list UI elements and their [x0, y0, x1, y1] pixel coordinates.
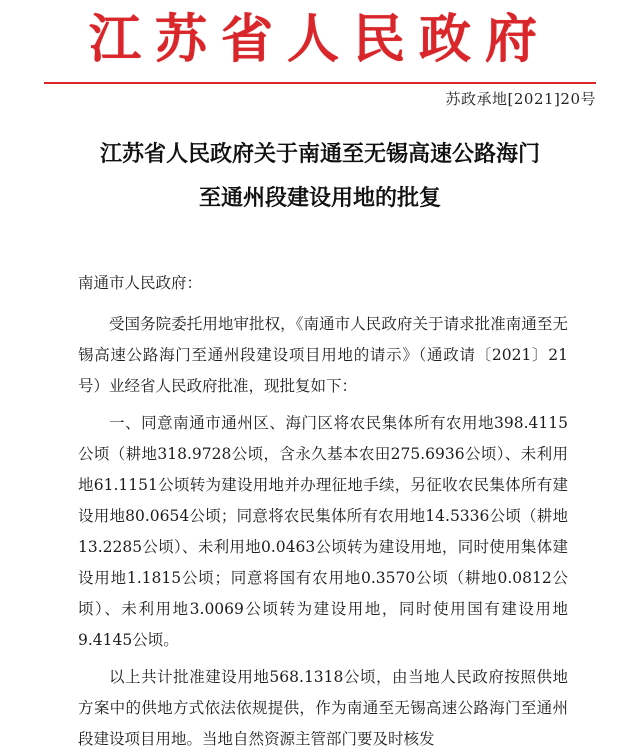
title-line-2: 至通州段建设用地的批复 [198, 185, 441, 211]
document-title [40, 132, 600, 220]
paragraph-1: 受国务院委托用地审批权，《南通市人民政府关于请求批准南通至无锡高速公路海门至通州段建设项目用地的请示》（通政请〔2021〕21号）业经省人民政府批准，现批复如下： [78, 315, 568, 395]
paragraph-3: 以上共计批准建设用地568.1318公顷，由当地人民政府按照供地方案中的供地方式依法依规提供，作为南通至无锡高速公路海门至通州段建设项目用地。当地自然资源主管部门要及时核发 [78, 668, 568, 748]
masthead: 江苏省人民政府 [88, 9, 551, 70]
paragraph-2: 一、同意南通市通州区、海门区将农民集体所有农用地398.4115公顷（耕地318.9728公顷，含永久基本农田275.6936公顷）、未利用地61.1151公顷转为建设用地并办理征地手续，另征收农民集体所有建设用地80.0654公顷；同意将农民集体所有农用地14.5336公顷（耕地13.2285公顷）、未利用地0.0463公顷转为建设用地，同时使用集体建设用地1.1815公顷；同意将国有农用地0.3570公顷（耕地0.0812公顷）、未利用地3.0069公顷转为建设用地，同时使用国有建设用地9.4145公顷。 [78, 414, 568, 649]
title-line-1: 江苏省人民政府关于南通至无锡高速公路海门 [99, 141, 540, 167]
addressee: 南通市人民政府： [78, 274, 203, 292]
red-divider-line [44, 82, 596, 84]
document-number: 苏政承地[2021]20号 [445, 90, 596, 108]
document-body [78, 268, 568, 755]
